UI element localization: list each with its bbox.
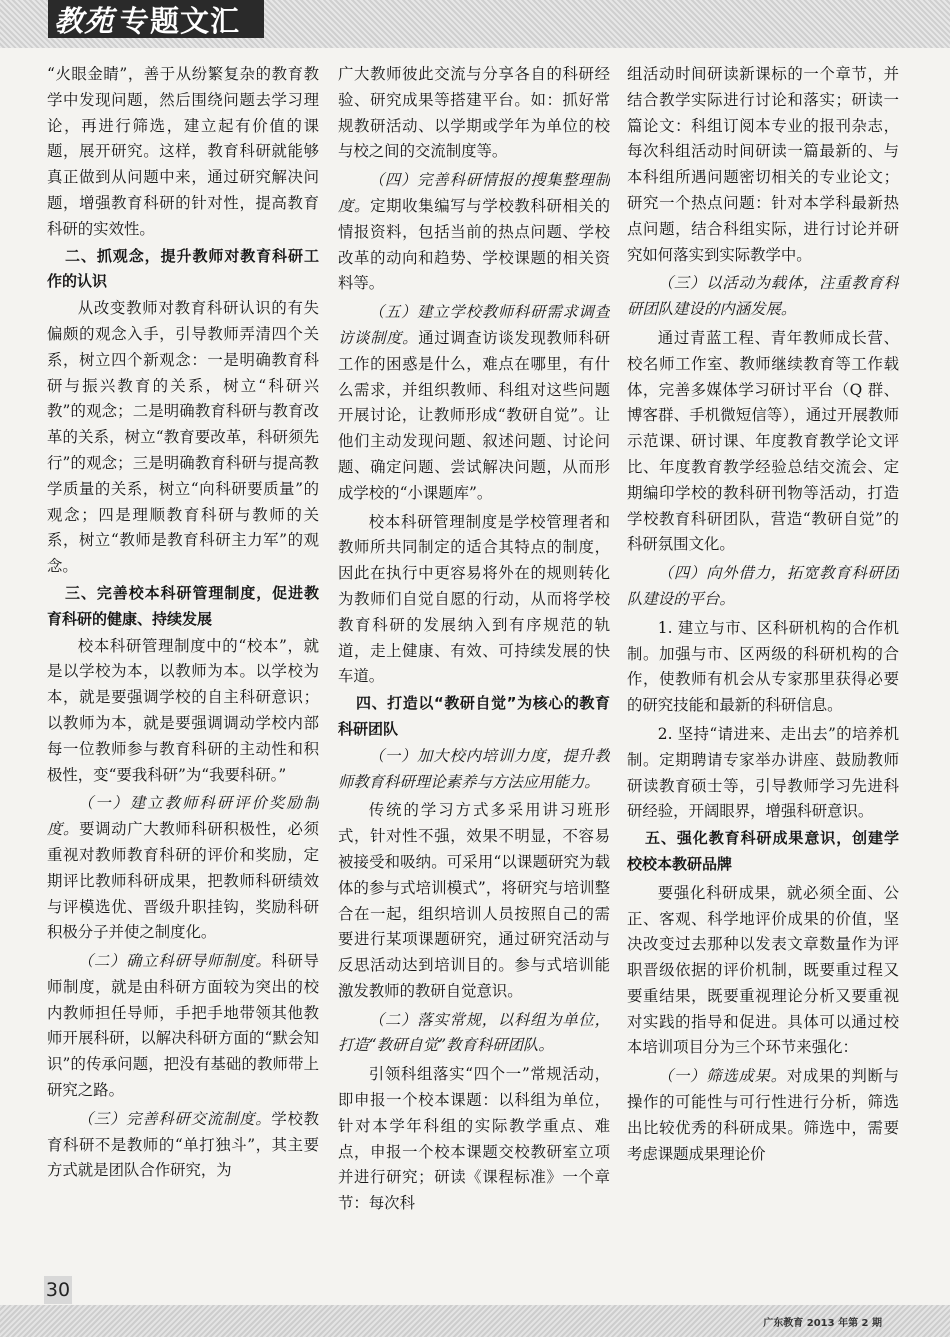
paragraph: 传统的学习方式多采用讲习班形式，针对性不强，效果不明显，不容易被接受和吸纳。可采用“以课题研究为载体的参与式培训模式”，将研究与培训整合在一起，组织培训人员按照自己的需要进行某项课题研究，通过研究活动与反思活动达到培训目的。参与式培训能激发教师的教研自觉意识。 xyxy=(338,801,610,1000)
paragraph: 组活动时间研读新课标的一个章节，并结合教学实际进行讨论和落实；研读一篇论文：科组订阅本专业的报刊杂志，每次科组活动时间研读一篇最新的、与本科组所遇问题密切相关的专业论文；研究一个热点问题：针对本学科最新热点问题，结合科组实际，进行讨论并研究如何落实到实际教学中。 xyxy=(627,65,899,264)
section-heading-2: 二、抓观念，提升教师对教育科研工作的认识 xyxy=(47,246,319,291)
section-title: 专题文汇 xyxy=(120,3,241,38)
subheading: （四）向外借力，拓宽教育科研团队建设的平台。 xyxy=(627,564,899,608)
header-band xyxy=(0,0,950,48)
paragraph-body: 对成果的判断与操作的可能性与可行性进行分析，筛选出比较优秀的科研成果。筛选中，需要考虑课题成果理论价 xyxy=(627,1067,899,1163)
paragraph: 广大教师彼此交流与分享各自的科研经验、研究成果等搭建平台。如：抓好常规教研活动、以学期或学年为单位的校与校之间的交流制度等。 xyxy=(338,65,610,161)
subheading: （一）筛选成果。 xyxy=(657,1067,787,1086)
paragraph-body: 通过调查访谈发现教师科研工作的困惑是什么，难点在哪里，有什么需求，并组织教师、科组对这些问题开展讨论，让教师形成“教研自觉”。让他们主动发现问题、叙述问题、讨论问题、确定问题、尝试解决问题，从而形成学校的“小课题库”。 xyxy=(338,328,610,502)
subheading: （一）建立教师科研评价奖励制度。 xyxy=(47,794,319,839)
column-right xyxy=(627,62,899,1277)
subheading: （二）确立科研导师制度。 xyxy=(77,952,272,971)
journal-issue-label: 广东教育 2013 年第 2 期 xyxy=(763,1318,882,1329)
paragraph-body: 定期收集编写与学校教科研相关的情报资料，包括当前的热点问题、学校改革的动向和趋势、学校课题的相关资料等。 xyxy=(338,196,610,293)
section-banner xyxy=(48,0,264,38)
paragraph: 校本科研管理制度中的“校本”，就是以学校为本，以教师为本。以学校为本，就是要强调学校的自主科研意识；以教师为本，就是要强调调动学校内部每一位教师参与教育科研的主动性和积极性，变“要我科研”为“我要科研。” xyxy=(47,636,319,784)
paragraph: “火眼金睛”，善于从纷繁复杂的教育教学中发现问题，然后围绕问题去学习理论，再进行筛选，建立起有价值的课题，展开研究。这样，教育科研就能够真正做到从问题中来，通过研究解决问题，增强教育科研的针对性，提高教育科研的实效性。 xyxy=(47,65,319,238)
subheading: （三）完善科研交流制度。 xyxy=(77,1109,272,1128)
paragraph xyxy=(338,168,610,297)
paragraph xyxy=(47,949,319,1104)
paragraph: 要强化科研成果，就必须全面、公正、客观、科学地评价成果的价值，坚决改变过去那种以发表文章数量作为评职晋级依据的评价机制，既要重过程又要重结果，既要重视理论分析又要重视对实践的指导和促进。具体可以通过校本培训项目分为三个环节来强化： xyxy=(627,883,899,1057)
section-heading-4: 四、打造以“教研自觉”为核心的教育科研团队 xyxy=(338,694,610,738)
column-left xyxy=(47,62,319,1277)
paragraph-body: 学校教育科研不是教师的“单打独斗”，其主要方式就是团队合作研究，为 xyxy=(47,1109,319,1180)
page-number: 30 xyxy=(44,1276,72,1304)
subheading: （四）完善科研情报的搜集整理制度。 xyxy=(338,171,610,215)
paragraph xyxy=(338,300,610,506)
magazine-brand: 教苑 xyxy=(54,3,115,38)
column-middle xyxy=(338,62,610,1277)
subheading: （五）建立学校教师科研需求调查访谈制度。 xyxy=(338,303,610,347)
section-heading-3: 三、完善校本科研管理制度，促进教育科研的健康、持续发展 xyxy=(47,583,319,628)
paragraph xyxy=(627,1064,899,1167)
paragraph xyxy=(47,791,319,946)
subheading: （三）以活动为载体，注重教育科研团队建设的内涵发展。 xyxy=(627,274,899,319)
paragraph: 1. 建立与市、区科研机构的合作机制。加强与市、区两级的科研机构的合作，使教师有机会从专家那里获得必要的研究技能和最新的科研信息。 xyxy=(627,618,899,715)
section-heading-5: 五、强化教育科研成果意识，创建学校校本教研品牌 xyxy=(627,829,899,873)
paragraph-body: 科研导师制度，就是由科研方面较为突出的校内教师担任导师，手把手地带领其他教师开展科研，以解决科研方面的“默会知识”的传承问题，把没有基础的教师带上研究之路。 xyxy=(47,952,319,1100)
paragraph: 通过青蓝工程、青年教师成长营、校名师工作室、教师继续教育等工作载体，完善多媒体学习研讨平台（Q 群、博客群、手机微短信等），通过开展教师示范课、研讨课、年度教育教学论文评比、年度教育教学经验总结交流会、定期编印学校的教科研刊物等活动，打造学校教育科研团队，营造“教研自觉”的科研氛围文化。 xyxy=(627,328,899,554)
paragraph: 校本科研管理制度是学校管理者和教师所共同制定的适合其特点的制度，因此在执行中更容易将外在的规则转化为教师们自觉自愿的行动，从而将学校教育科研的发展纳入到有序规范的轨道，走上健康、有效、可持续发展的快车道。 xyxy=(338,512,610,686)
subheading: （二）落实常规，以科组为单位，打造“教研自觉”教育科研团队。 xyxy=(338,1010,610,1055)
paragraph: 引领科组落实“四个一”常规活动，即申报一个校本课题：以科组为单位，针对本学年科组的实际教学重点、难点，申报一个校本课题交校教研室立项并进行研究；研读《课程标准》一个章节：每次科 xyxy=(338,1065,610,1213)
subheading: （一）加大校内培训力度，提升教师教育科研理论素养与方法应用能力。 xyxy=(338,746,610,791)
paragraph: 从改变教师对教育科研认识的有失偏颇的观念入手，引导教师弄清四个关系，树立四个新观念：一是明确教育科研与振兴教育的关系，树立“科研兴教”的观念；二是明确教育科研与教育改革的关系，树立“教育要改革，科研须先行”的观念；三是明确教育科研与提高教学质量的关系，树立“向科研要质量”的观念；四是理顺教育科研与教师的关系，树立“教师是教育科研主力军”的观念。 xyxy=(47,299,319,576)
paragraph xyxy=(47,1107,319,1184)
paragraph: 2. 坚持“请进来、走出去”的培养机制。定期聘请专家举办讲座、鼓励教师研读教育硕士等，引导教师学习先进科研经验，开阔眼界，增强科研意识。 xyxy=(627,724,899,821)
paragraph-body: 要调动广大教师科研积极性，必须重视对教师教育科研的评价和奖励，定期评比教师科研成果，把教师科研绩效与评模选优、晋级升职挂钩，奖励科研积极分子并使之制度化。 xyxy=(47,820,319,942)
